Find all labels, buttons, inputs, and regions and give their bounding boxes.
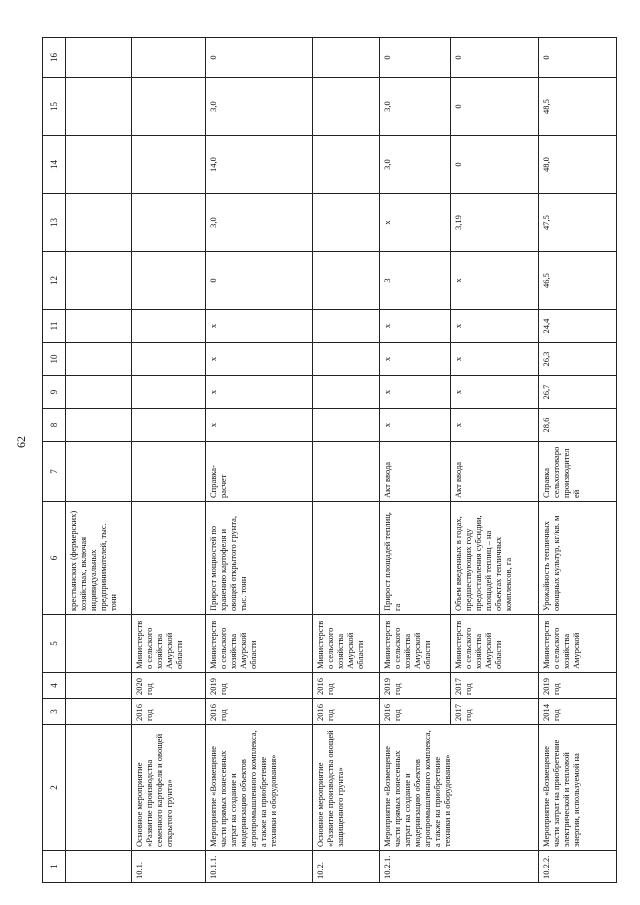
cell-executor (65, 615, 132, 673)
cell-value (313, 409, 380, 442)
table-row (132, 38, 205, 883)
cell-source (65, 442, 132, 502)
cell-end-year: 2019 год (539, 673, 617, 699)
cell-value (313, 136, 380, 194)
cell-start-year: 2016 год (205, 699, 313, 725)
cell-value (313, 252, 380, 310)
header-cell: 2 (43, 725, 66, 851)
header-cell: 5 (43, 615, 66, 673)
cell-value: x (451, 310, 539, 343)
cell-value: x (205, 409, 313, 442)
cell-name: Основное мероприятие «Развитие производства семенного картофеля и овощей открытого грунта» (132, 725, 205, 851)
cell-name: Мероприятие «Возмещение части прямых понесенных затрат на создание и модернизацию объектов агропромышленного комплекса, а также на приобретение техники и оборудования» (205, 725, 313, 851)
cell-value: x (205, 343, 313, 376)
cell-value: x (205, 376, 313, 409)
cell-value: 3,0 (380, 78, 451, 136)
cell-value (313, 78, 380, 136)
header-cell: 15 (43, 78, 66, 136)
cell-value (132, 376, 205, 409)
cell-start-year (65, 699, 132, 725)
cell-name: Мероприятие «Возмещение части прямых понесенных затрат на создание и модернизацию объектов агропромышленного комплекса, а также на приобретение техники и оборудования» (380, 725, 539, 851)
header-cell: 8 (43, 409, 66, 442)
cell-start-year: 2014 год (539, 699, 617, 725)
cell-value: x (380, 376, 451, 409)
cell-start-year: 2016 год (313, 699, 380, 725)
cell-value (132, 136, 205, 194)
cell-value: x (380, 343, 451, 376)
cell-value: 3,0 (205, 194, 313, 252)
cell-number: 10.2.2. (539, 851, 617, 883)
cell-value: x (380, 310, 451, 343)
cell-value: 3,19 (451, 194, 539, 252)
cell-value: 48,0 (539, 136, 617, 194)
cell-indicator (132, 502, 205, 615)
cell-name: Мероприятие «Возмещение части затрат на приобретение электрической и тепловой энергии, используемой на (539, 725, 617, 851)
rotated-table-container (42, 38, 617, 883)
table-row (205, 38, 313, 883)
cell-number: 10.1. (132, 851, 205, 883)
header-cell: 16 (43, 38, 66, 78)
page-number: 62 (14, 436, 28, 448)
cell-start-year: 2016 год (380, 699, 451, 725)
cell-source: Справка сельхозтоваропроизводителей (539, 442, 617, 502)
cell-source: Акт ввода (380, 442, 451, 502)
cell-executor: Министерство сельского хозяйства Амурской области (380, 615, 451, 673)
cell-end-year: 2016 год (313, 673, 380, 699)
cell-start-year: 2016 год (132, 699, 205, 725)
cell-value: 0 (539, 38, 617, 78)
table-row (380, 38, 451, 883)
cell-value: x (380, 409, 451, 442)
cell-number: 10.2. (313, 851, 380, 883)
header-cell: 11 (43, 310, 66, 343)
cell-end-year: 2019 год (205, 673, 313, 699)
cell-value: x (380, 194, 451, 252)
cell-value (132, 409, 205, 442)
cell-value: 46,5 (539, 252, 617, 310)
cell-source (132, 442, 205, 502)
cell-executor: Министерство сельского хозяйства Амурской области (132, 615, 205, 673)
cell-number: 10.2.1. (380, 851, 539, 883)
cell-value: x (451, 252, 539, 310)
cell-indicator: Урожайность тепличных овощных культур, кг/кв. м (539, 502, 617, 615)
cell-value (132, 252, 205, 310)
cell-value (65, 136, 132, 194)
header-cell: 3 (43, 699, 66, 725)
table-row (539, 38, 617, 883)
cell-value: x (451, 409, 539, 442)
cell-value: 3,0 (205, 78, 313, 136)
cell-value: 14,0 (205, 136, 313, 194)
cell-value: 3,0 (380, 136, 451, 194)
cell-start-year: 2017 год (451, 699, 539, 725)
cell-value: 0 (205, 38, 313, 78)
cell-source: Акт ввода (451, 442, 539, 502)
cell-name (65, 725, 132, 851)
cell-value: x (451, 376, 539, 409)
cell-value (313, 194, 380, 252)
cell-value (313, 310, 380, 343)
cell-executor: Министерство сельского хозяйства Амурской области (205, 615, 313, 673)
table-row (313, 38, 380, 883)
cell-number (65, 851, 132, 883)
header-cell: 14 (43, 136, 66, 194)
cell-value: 24,4 (539, 310, 617, 343)
cell-value (65, 343, 132, 376)
cell-source: Справка-расчет (205, 442, 313, 502)
cell-value (65, 409, 132, 442)
cell-value: 48,5 (539, 78, 617, 136)
cell-value: 28,6 (539, 409, 617, 442)
cell-number: 10.1.1. (205, 851, 313, 883)
cell-value: x (451, 343, 539, 376)
header-cell: 12 (43, 252, 66, 310)
cell-indicator: Объем введенных в годах, предшествующих году предоставления субсидии, площадей теплиц – на объектах тепличных комплексов, га (451, 502, 539, 615)
data-table (42, 37, 617, 883)
cell-indicator (313, 502, 380, 615)
cell-source (313, 442, 380, 502)
header-cell: 9 (43, 376, 66, 409)
cell-end-year: 2017 год (451, 673, 539, 699)
cell-indicator: Прирост площадей теплиц, га (380, 502, 451, 615)
cell-indicator: крестьянских (фермерских) хозяйствах, включая индивидуальных предпринимателей, тыс. тонн (65, 502, 132, 615)
cell-end-year: 2020 год (132, 673, 205, 699)
cell-value (65, 376, 132, 409)
header-cell: 1 (43, 851, 66, 883)
cell-value (132, 343, 205, 376)
cell-value (132, 78, 205, 136)
cell-value: 26,3 (539, 343, 617, 376)
header-cell: 7 (43, 442, 66, 502)
cell-value (65, 194, 132, 252)
cell-value: 0 (205, 252, 313, 310)
cell-executor: Министерство сельского хозяйства Амурской области (313, 615, 380, 673)
cell-value: 47,5 (539, 194, 617, 252)
cell-value (65, 78, 132, 136)
cell-value (65, 310, 132, 343)
cell-executor: Министерство сельского хозяйства Амурской области (451, 615, 539, 673)
cell-name: Основное мероприятие «Развитие производства овощей защищенного грунта» (313, 725, 380, 851)
cell-value (65, 252, 132, 310)
cell-value (313, 376, 380, 409)
cell-value (313, 343, 380, 376)
header-cell: 10 (43, 343, 66, 376)
header-cell: 6 (43, 502, 66, 615)
header-cell: 4 (43, 673, 66, 699)
cell-end-year: 2019 год (380, 673, 451, 699)
cell-end-year (65, 673, 132, 699)
header-cell: 13 (43, 194, 66, 252)
cell-value (65, 38, 132, 78)
table-row (65, 38, 132, 883)
cell-value (313, 38, 380, 78)
cell-value: 0 (380, 38, 451, 78)
cell-value (132, 310, 205, 343)
cell-value (132, 194, 205, 252)
cell-value: x (205, 310, 313, 343)
cell-value: 3 (380, 252, 451, 310)
header-row (43, 38, 66, 883)
cell-value: 26,7 (539, 376, 617, 409)
cell-value: 0 (451, 78, 539, 136)
cell-value: 0 (451, 136, 539, 194)
cell-value (132, 38, 205, 78)
cell-indicator: Прирост мощностей по хранению картофеля и овощей открытого грунта, тыс. тонн (205, 502, 313, 615)
cell-value: 0 (451, 38, 539, 78)
cell-executor: Министерство сельского хозяйства Амурской (539, 615, 617, 673)
